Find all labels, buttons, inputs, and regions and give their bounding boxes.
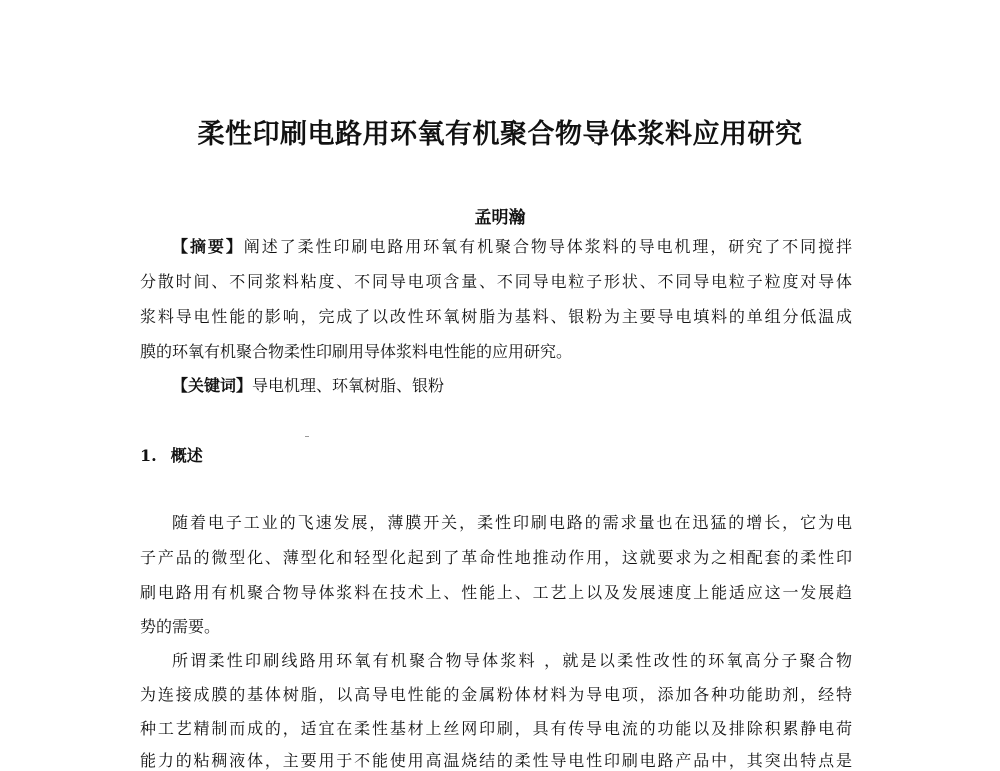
abstract-line-3: 浆料导电性能的影响，完成了以改性环氧树脂为基料、银粉为主要导电填料的单组分低温成 <box>140 307 852 326</box>
para1-line-2: 子产品的微型化、薄型化和轻型化起到了革命性地推动作用，这就要求为之相配套的柔性印 <box>140 548 852 567</box>
abstract-line-4: 膜的环氧有机聚合物柔性印刷用导体浆料电性能的应用研究。 <box>140 342 573 361</box>
keywords-line <box>172 376 852 396</box>
keywords-text: 导电机理、环氧树脂、银粉 <box>252 376 445 395</box>
abstract-line-1 <box>172 237 852 257</box>
abstract-line-2: 分散时间、不同浆料粘度、不同导电项含量、不同导电粒子形状、不同导电粒子粒度对导体 <box>140 272 852 291</box>
para2-line-3: 种工艺精制而成的，适宜在柔性基材上丝网印刷，具有传导电流的功能以及排除积累静电荷 <box>140 719 852 738</box>
section-number: 1. <box>140 446 157 465</box>
paper-title: 柔性印刷电路用环氧有机聚合物导体浆料应用研究 <box>197 119 803 150</box>
para1-line-3: 刷电路用有机聚合物导体浆料在技术上、性能上、工艺上以及发展速度上能适应这一发展趋 <box>140 583 852 602</box>
abstract-text-1: 阐述了柔性印刷电路用环氧有机聚合物导体浆料的导电机理，研究了不同搅拌 <box>243 237 852 256</box>
abstract-label: 【摘要】 <box>172 237 244 256</box>
author-name: 孟明瀚 <box>474 208 526 228</box>
scan-speck <box>305 436 309 437</box>
keywords-label: 【关键词】 <box>172 376 253 395</box>
section-title: 概述 <box>170 446 203 465</box>
para2-line-4: 能力的粘稠液体，主要用于不能使用高温烧结的柔性导电性印刷电路产品中，其突出特点是 <box>140 751 852 770</box>
para2-line-2: 为连接成膜的基体树脂，以高导电性能的金属粉体材料为导电项，添加各种功能助剂，经特 <box>140 685 852 704</box>
para1-line-4: 势的需要。 <box>140 617 221 636</box>
para2-line-1: 所谓柔性印刷线路用环氧有机聚合物导体浆料 ，就是以柔性改性的环氧高分子聚合物 <box>172 651 852 670</box>
para1-line-1: 随着电子工业的飞速发展，薄膜开关，柔性印刷电路的需求量也在迅猛的增长，它为电 <box>172 513 852 532</box>
section-heading <box>140 443 203 466</box>
